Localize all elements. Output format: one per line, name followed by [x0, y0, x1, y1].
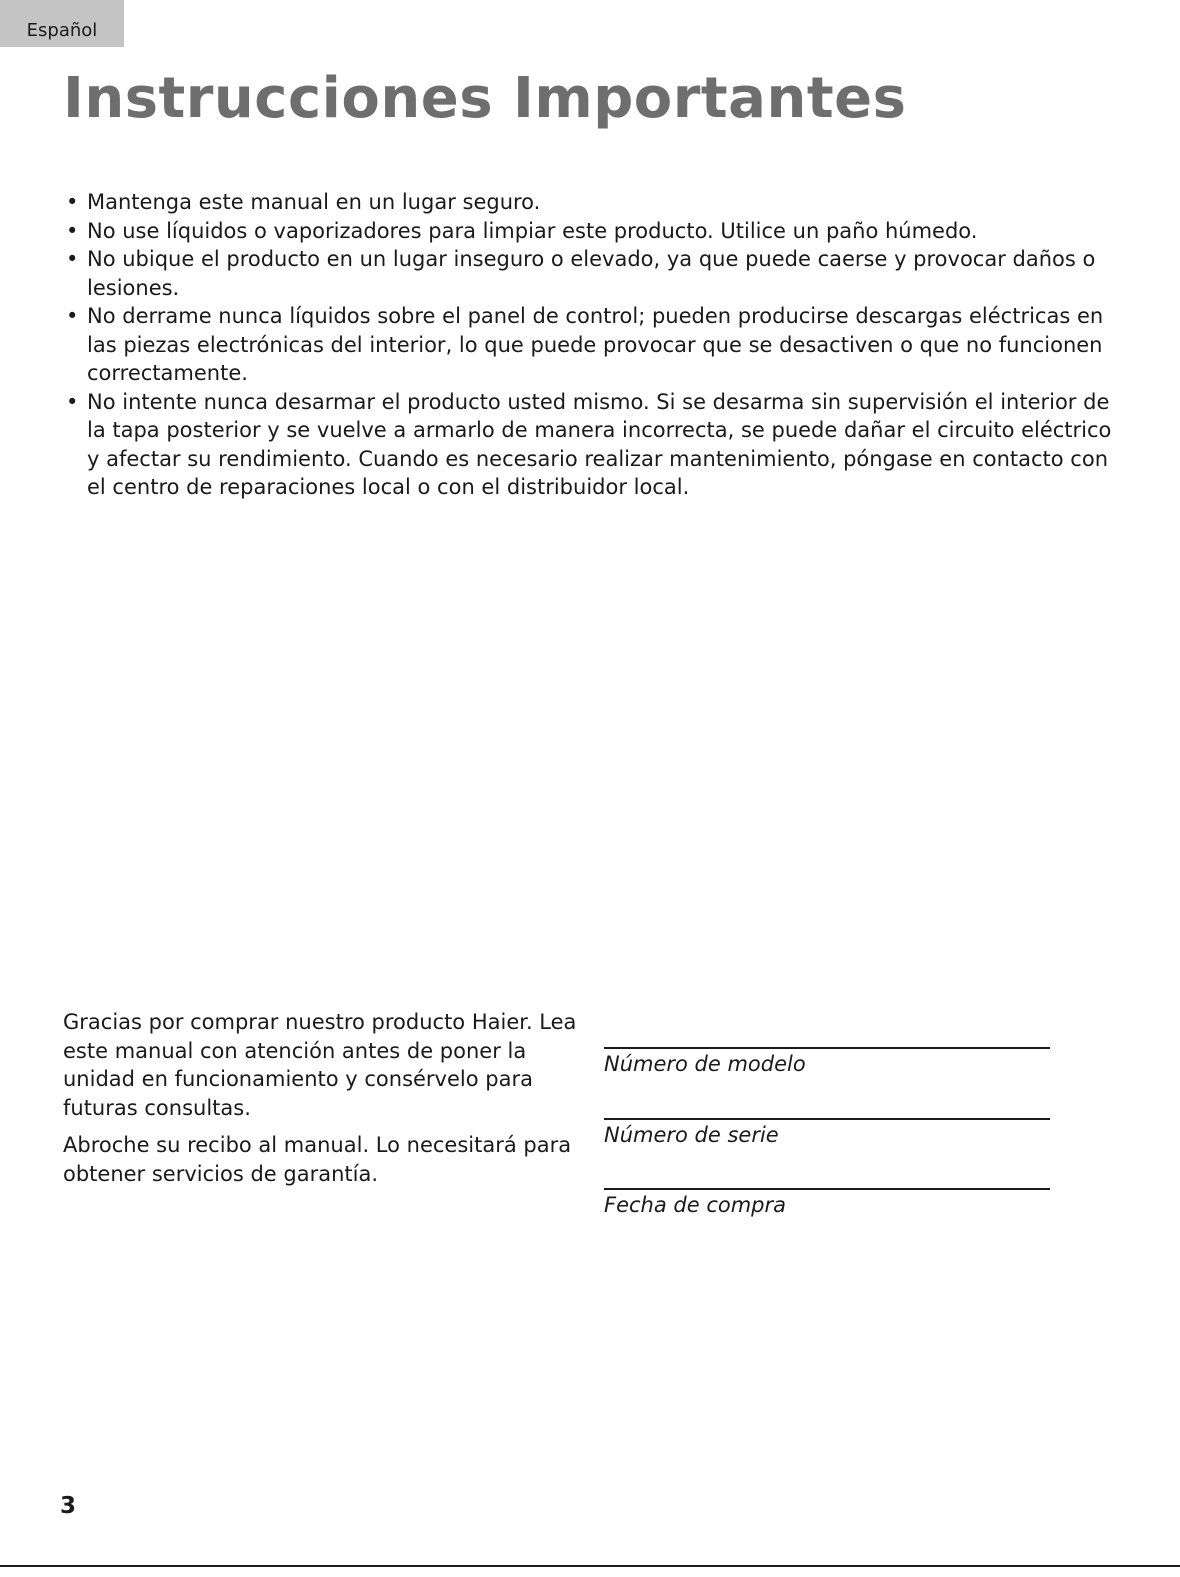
serial-number-label: Número de serie: [604, 1123, 779, 1147]
receipt-paragraph: Abroche su recibo al manual. Lo necesitará para obtener servicios de garantía.: [63, 1133, 572, 1186]
language-tab-label: Español: [26, 20, 98, 41]
instruction-text: No derrame nunca líquidos sobre el panel de control; pueden producirse descargas eléctricas en las piezas electrónicas del interior, lo que puede provocar que se desactiven o que no funcionen correctamente.: [87, 304, 1104, 385]
instruction-item: [63, 188, 1123, 217]
page-title: Instrucciones Importantes: [63, 66, 907, 131]
bullet-icon: •: [66, 190, 79, 214]
bullet-icon: •: [66, 247, 79, 271]
serial-number-field: [604, 1118, 1050, 1149]
instruction-text: No intente nunca desarmar el producto usted mismo. Si se desarma sin supervisión el interior de la tapa posterior y se vuelve a armarlo de manera incorrecta, se puede dañar el circuito eléctrico y afectar su rendimiento. Cuando es necesario realizar mantenimiento, póngase en contacto con el centro de reparaciones local o con el distribuidor local.: [87, 389, 1112, 499]
model-number-label: Número de modelo: [604, 1052, 806, 1076]
bullet-icon: •: [66, 304, 79, 328]
instruction-item: [63, 245, 1123, 302]
page-number: 3: [60, 1493, 77, 1519]
bullet-icon: •: [66, 389, 79, 414]
thank-you-paragraph: Gracias por comprar nuestro producto Haier. Lea este manual con atención antes de poner la unidad en funcionamiento y consérvelo para futuras consultas.: [63, 1010, 577, 1120]
instruction-item: [63, 388, 1123, 502]
purchase-date-label: Fecha de compra: [604, 1193, 787, 1217]
instruction-item: [63, 302, 1123, 388]
instruction-text: No ubique el producto en un lugar inseguro o elevado, ya que puede caerse y provocar daños o lesiones.: [87, 247, 1096, 300]
bottom-divider: [0, 1565, 1180, 1567]
language-tab: [0, 0, 124, 47]
purchase-date-field: [604, 1188, 1050, 1219]
bullet-icon: •: [66, 218, 79, 243]
model-number-field: [604, 1047, 1050, 1078]
instruction-text: Mantenga este manual en un lugar seguro.: [87, 190, 541, 214]
instructions-list: [63, 188, 1123, 502]
thank-you-note: [63, 1008, 583, 1197]
instruction-item: [63, 217, 1123, 246]
instruction-text: No use líquidos o vaporizadores para limpiar este producto. Utilice un paño húmedo.: [87, 218, 978, 243]
